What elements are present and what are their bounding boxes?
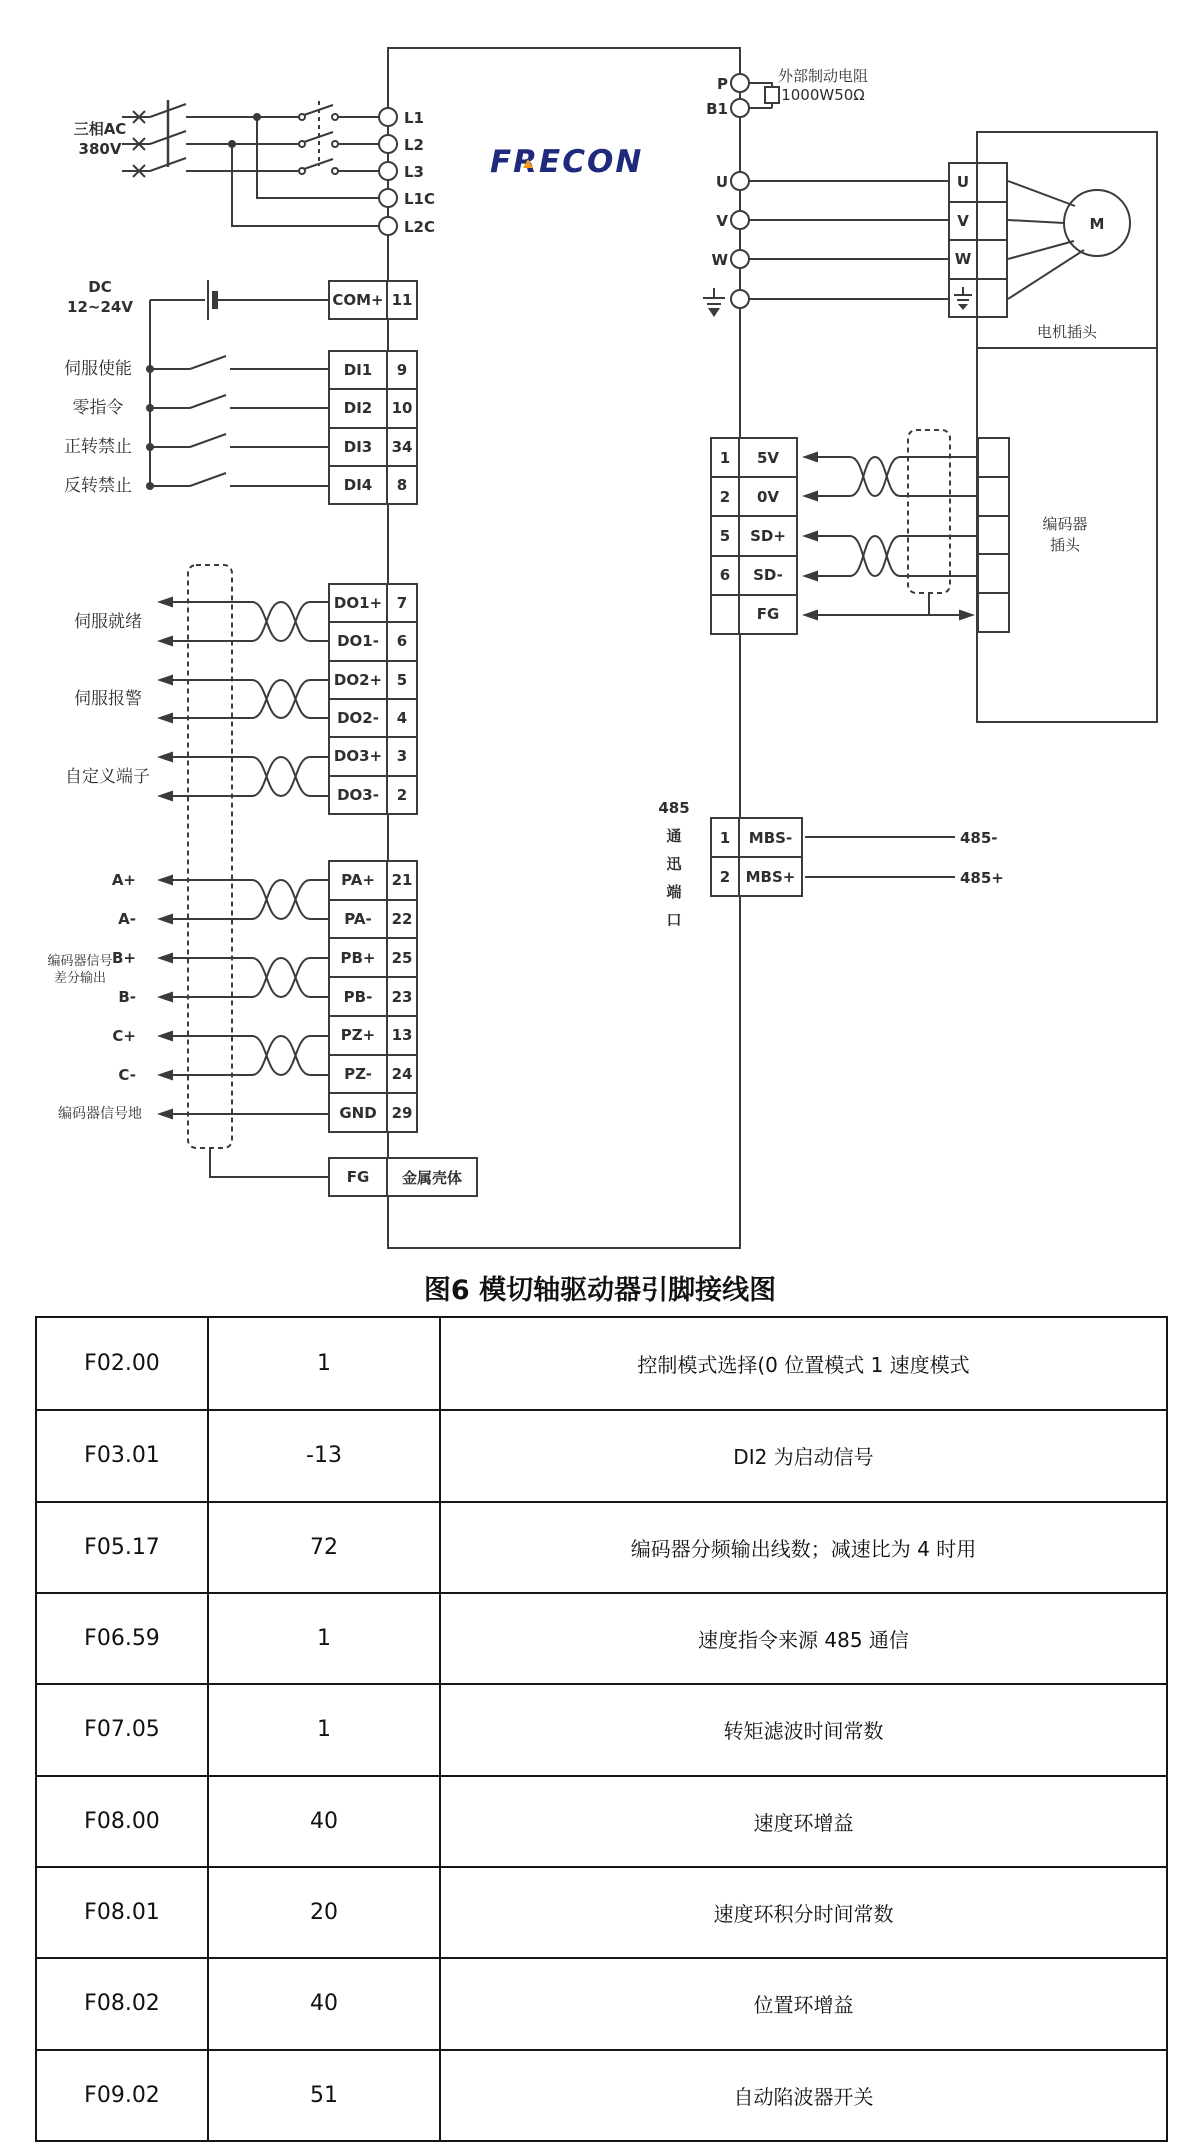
param-code: F09.02 <box>37 2049 207 2140</box>
terminal-empty <box>979 515 1008 554</box>
logo-text: FRECON <box>490 144 644 180</box>
terminal-pin: 29 <box>391 1103 413 1122</box>
terminal-pin: 10 <box>391 399 413 418</box>
terminal-row <box>330 899 416 938</box>
terminal-U-label: U <box>715 173 728 191</box>
terminal-pin: 34 <box>391 437 413 456</box>
dc-supply-label: DC 12~24V <box>67 278 133 316</box>
param-code: F07.05 <box>37 1683 207 1774</box>
terminal-row <box>712 594 796 633</box>
di3-signal-label: 正转禁止 <box>64 437 132 457</box>
di4-signal-label: 反转禁止 <box>64 476 132 496</box>
terminal-label: DI3 <box>330 429 388 465</box>
terminal-label: SD+ <box>750 527 786 545</box>
param-code: F08.02 <box>37 1957 207 2048</box>
terminal-row <box>330 388 416 426</box>
enc-c-minus-label: C- <box>118 1066 136 1084</box>
terminal-label: SD- <box>753 566 783 585</box>
terminal-label: U <box>950 164 978 201</box>
terminal-pin: 1 <box>712 819 740 856</box>
terminal-row <box>712 819 801 856</box>
terminal-empty <box>978 241 1006 278</box>
terminal-row <box>330 585 416 621</box>
terminal-row <box>330 427 416 465</box>
param-value: 1 <box>207 1683 439 1774</box>
terminal-label: 0V <box>756 487 780 506</box>
param-desc: 速度环增益 <box>439 1775 1166 1866</box>
terminal-pin: 8 <box>396 475 408 494</box>
terminal-B1-label: B1 <box>706 100 728 118</box>
figure-caption: 图6 模切轴驱动器引脚接线图 <box>423 1275 777 1306</box>
terminal-row <box>330 352 416 388</box>
terminal-pin: 24 <box>391 1064 413 1083</box>
terminal-pin <box>712 596 740 633</box>
terminal-pin: 2 <box>396 785 408 804</box>
terminal-pin: 21 <box>391 871 413 890</box>
enc-b-plus-label: B+ <box>111 949 136 967</box>
parameter-table <box>35 1316 1168 2142</box>
terminal-L1: L1 <box>404 109 424 127</box>
terminal-row <box>330 621 416 659</box>
terminal-L2: L2 <box>404 136 424 154</box>
terminal-label: DI1 <box>330 352 388 388</box>
comm485-port-label: 485 通 迅 端 口 <box>658 799 690 929</box>
terminal-label: PZ- <box>330 1056 388 1093</box>
param-desc: 位置环增益 <box>439 1957 1166 2048</box>
di-terminal-block <box>328 350 418 505</box>
encoder-out-terminal-block <box>328 860 418 1133</box>
com-terminal-block <box>328 280 418 320</box>
terminal-label: MBS- <box>748 828 793 847</box>
terminal-empty <box>978 203 1006 240</box>
terminal-label: 5V <box>756 448 780 467</box>
param-value: 1 <box>207 1592 439 1683</box>
param-code: F03.01 <box>37 1409 207 1500</box>
terminal-label: DI2 <box>330 390 388 426</box>
terminal-row <box>330 1054 416 1093</box>
terminal-empty <box>979 592 1008 631</box>
terminal-row <box>712 439 796 476</box>
terminal-label: MBS+ <box>745 867 796 886</box>
ground-icon <box>703 288 725 317</box>
terminal-pin: 3 <box>396 747 408 766</box>
ground-icon <box>950 280 978 317</box>
terminal-row <box>330 976 416 1015</box>
terminal-pin: 6 <box>396 632 408 651</box>
enc-group-label: 编码器信号 差分输出 <box>47 954 113 986</box>
terminal-empty <box>978 280 1006 317</box>
terminal-row <box>712 515 796 554</box>
terminal-V-label: V <box>716 212 728 230</box>
fg-shield-wire <box>210 1148 328 1177</box>
terminal-label: V <box>950 203 978 240</box>
wire-485-plus-label: 485+ <box>960 869 1004 887</box>
terminal-label: FG <box>756 605 780 624</box>
terminal-row <box>950 239 1006 278</box>
terminal-label: DO3+ <box>330 738 388 774</box>
param-desc: DI2 为启动信号 <box>439 1409 1166 1500</box>
three-phase-label: 三相AC 380V <box>73 120 127 158</box>
enc-b-minus-label: B- <box>118 988 136 1006</box>
contactor-icon <box>299 101 338 174</box>
terminal-label: GND <box>330 1094 388 1131</box>
terminal-row <box>330 1015 416 1054</box>
terminal-pin: 7 <box>396 594 408 613</box>
param-code: F05.17 <box>37 1501 207 1592</box>
terminal-empty <box>979 476 1008 515</box>
terminal-pin: 5 <box>396 670 408 689</box>
terminal-empty <box>979 553 1008 592</box>
param-value: 1 <box>207 1318 439 1409</box>
di2-signal-label: 零指令 <box>72 398 124 418</box>
enc-a-plus-label: A+ <box>111 871 136 889</box>
terminal-L1C: L1C <box>404 190 436 208</box>
terminal-row <box>330 1159 476 1195</box>
terminal-label: PA+ <box>330 862 388 899</box>
terminal-label: PA- <box>330 901 388 938</box>
terminal-row <box>330 660 416 698</box>
param-value: 51 <box>207 2049 439 2140</box>
encoder-plug-label: 编码器 插头 <box>1042 515 1088 554</box>
terminal-row <box>950 164 1006 201</box>
terminal-label: COM+ <box>330 282 388 318</box>
frecon-logo <box>490 144 643 180</box>
terminal-row <box>330 1092 416 1131</box>
terminal-L3: L3 <box>404 163 424 181</box>
terminal-row <box>330 736 416 774</box>
battery-icon <box>150 280 328 320</box>
terminal-label: PB- <box>330 978 388 1015</box>
encoder-plug-cells <box>977 437 1010 633</box>
logo-orange-accent-icon <box>523 159 533 168</box>
terminal-pin: 13 <box>391 1026 413 1045</box>
terminal-row <box>330 937 416 976</box>
terminal-row <box>330 775 416 813</box>
param-desc: 速度指令来源 485 通信 <box>439 1592 1166 1683</box>
brake-resistor-label: 外部制动电阻 1000W50Ω <box>777 67 868 104</box>
terminal-empty <box>979 439 1008 476</box>
param-desc: 控制模式选择(0 位置模式 1 速度模式 <box>439 1318 1166 1409</box>
terminal-label: DO1+ <box>330 585 388 621</box>
comm485-terminal-block <box>710 817 803 897</box>
di-switches <box>146 300 328 490</box>
enc-a-minus-label: A- <box>118 910 136 928</box>
terminal-label: DO1- <box>330 623 388 659</box>
terminal-label: DO3- <box>330 777 388 813</box>
shield-dashed-box-left <box>188 565 232 1148</box>
terminal-label: PB+ <box>330 939 388 976</box>
terminal-row <box>712 555 796 594</box>
param-desc: 编码器分频输出线数；减速比为 4 时用 <box>439 1501 1166 1592</box>
fg-terminal-block <box>328 1157 478 1197</box>
three-phase-lines <box>122 100 379 226</box>
comm485-wires <box>805 837 955 877</box>
param-code: F08.01 <box>37 1866 207 1957</box>
motor-plug-label: 电机插头 <box>1036 323 1097 341</box>
enc-gnd-label: 编码器信号地 <box>58 1106 142 1122</box>
uvw-wires <box>749 181 948 299</box>
do-terminal-block <box>328 583 418 815</box>
terminal-pin: 5 <box>712 517 740 554</box>
terminal-P-label: P <box>717 75 728 93</box>
circuit-breaker-icon <box>150 100 186 171</box>
terminal-pin: 9 <box>396 361 408 380</box>
terminal-label: DO2- <box>330 700 388 736</box>
terminal-pin: 1 <box>712 439 740 476</box>
terminal-row <box>950 201 1006 240</box>
param-value: -13 <box>207 1409 439 1500</box>
wire-485-minus-label: 485- <box>960 829 998 847</box>
terminal-pin: 23 <box>391 987 413 1006</box>
param-desc: 转矩滤波时间常数 <box>439 1683 1166 1774</box>
encoder-if-wires <box>802 430 977 621</box>
terminal-row <box>712 856 801 895</box>
terminal-pin: 2 <box>712 478 740 515</box>
terminal-empty <box>978 164 1006 201</box>
param-code: F02.00 <box>84 1351 160 1377</box>
do2-signal-label: 伺服报警 <box>74 689 142 709</box>
terminal-desc: 金属壳体 <box>401 1168 462 1187</box>
terminal-label: DO2+ <box>330 662 388 698</box>
motor-plug-cells <box>948 162 1008 318</box>
terminal-pin: 25 <box>391 948 413 967</box>
terminal-pin: 4 <box>396 709 408 728</box>
drive-outline <box>388 48 740 1248</box>
do1-signal-label: 伺服就绪 <box>74 612 142 632</box>
terminal-row <box>330 698 416 736</box>
param-code: F08.00 <box>37 1775 207 1866</box>
param-value: 40 <box>207 1957 439 2048</box>
do3-signal-label: 自定义端子 <box>65 767 150 787</box>
param-value: 40 <box>207 1775 439 1866</box>
terminal-label: FG <box>330 1159 388 1195</box>
terminal-pin: 6 <box>712 557 740 594</box>
motor-m-label: M <box>1089 215 1105 233</box>
terminal-row <box>330 862 416 899</box>
do-wires <box>157 597 328 802</box>
enc-c-plus-label: C+ <box>112 1027 136 1045</box>
terminal-row <box>712 476 796 515</box>
terminal-L2C: L2C <box>404 218 436 236</box>
param-desc: 自动陷波器开关 <box>439 2049 1166 2140</box>
encoder-output-wires <box>157 875 328 1120</box>
param-desc: 速度环积分时间常数 <box>439 1866 1166 1957</box>
motor-symbol <box>1008 181 1130 299</box>
terminal-row <box>330 465 416 503</box>
terminal-W-label: W <box>711 251 728 269</box>
terminal-label: PZ+ <box>330 1017 388 1054</box>
terminal-label: DI4 <box>330 467 388 503</box>
terminal-row <box>950 278 1006 317</box>
encoder-if-terminal-block <box>710 437 798 635</box>
param-value: 72 <box>207 1501 439 1592</box>
terminal-pin: 2 <box>712 858 740 895</box>
terminal-pin: 11 <box>391 291 413 309</box>
shield-dashed-box-right <box>908 430 950 593</box>
di1-signal-label: 伺服使能 <box>64 359 132 379</box>
param-code: F06.59 <box>37 1592 207 1683</box>
terminal-row <box>330 282 416 318</box>
terminal-label: W <box>950 241 978 278</box>
terminal-pin: 22 <box>391 910 413 929</box>
param-value: 20 <box>207 1866 439 1957</box>
